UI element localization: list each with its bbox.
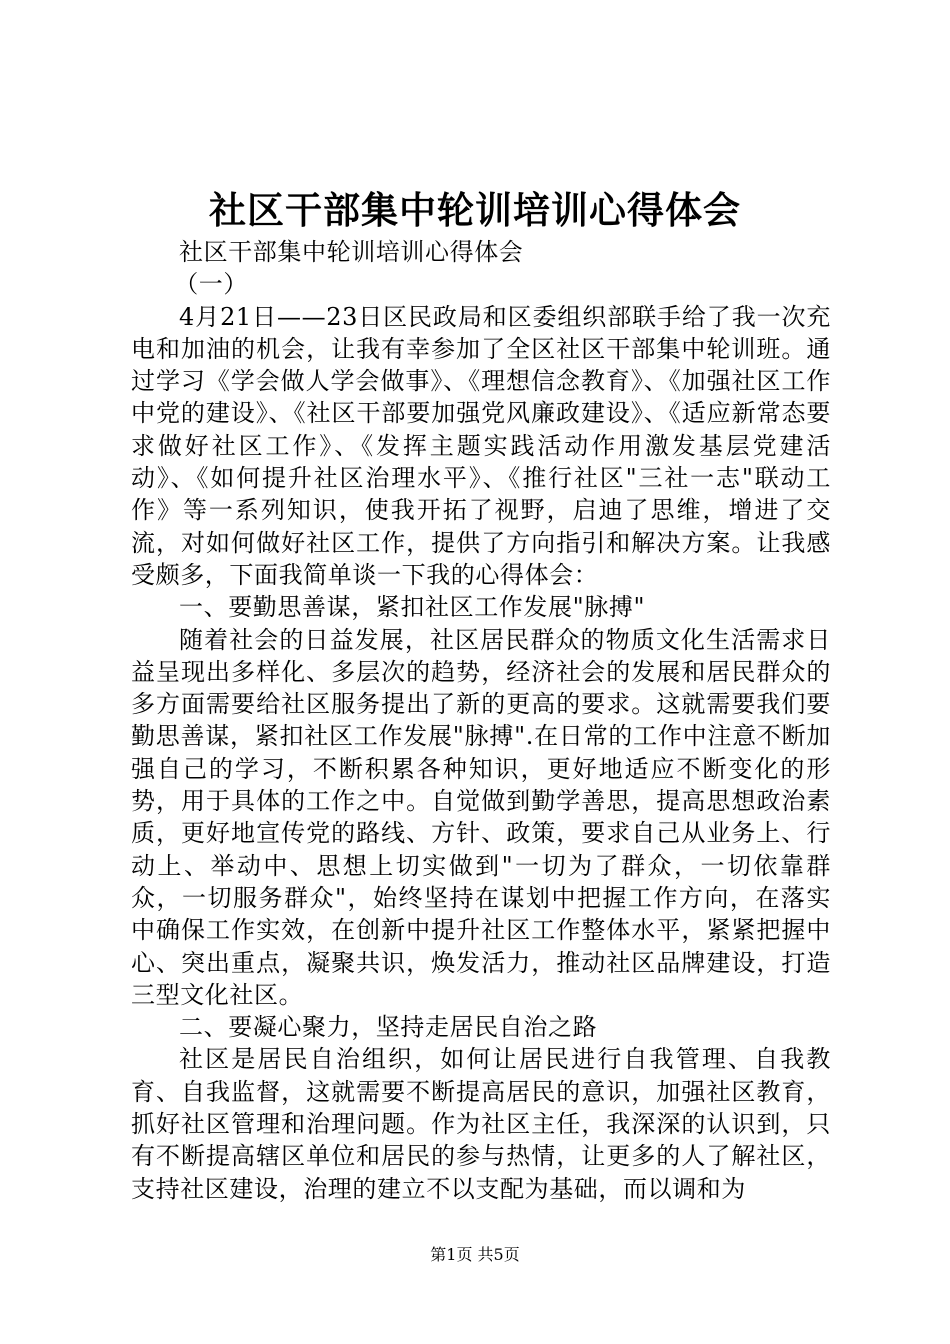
document-body [131, 236, 831, 1205]
section-1-paragraph: 随着社会的日益发展，社区居民群众的物质文化生活需求日益呈现出多样化、多层次的趋势，经济社会的发展和居民群众的多方面需要给社区服务提出了新的更高的要求。这就需要我们要勤思善谋，紧扣社区工作发展"脉搏".在日常的工作中注意不断加强自己的学习，不断积累各种知识，更好地适应不断变化的形势，用于具体的工作之中。自觉做到勤学善思，提高思想政治素质，更好地宣传党的路线、方针、政策，要求自己从业务上、行动上、举动中、思想上切实做到"一切为了群众，一切依靠群众，一切服务群众"，始终坚持在谋划中把握工作方向，在落实中确保工作实效，在创新中提升社区工作整体水平，紧紧把握中心、突出重点，凝聚共识，焕发活力，推动社区品牌建设，打造三型文化社区。 [131, 625, 831, 1009]
section-heading-2: 二、要凝心聚力，坚持走居民自治之路 [179, 1013, 598, 1042]
intro-paragraph: 4月21日——23日区民政局和区委组织部联手给了我一次充电和加油的机会，让我有幸参加了全区社区干部集中轮训班。通过学习《学会做人学会做事》、《理想信念教育》、《加强社区工作中党的建设》、《社区干部要加强党风廉政建设》、《适应新常态要求做好社区工作》、《发挥主题实践活动作用激发基层党建活动》、《如何提升社区治理水平》、《推行社区"三社一志"联动工作》等一系列知识，使我开拓了视野，启迪了思维，增进了交流，对如何做好社区工作，提供了方向指引和解决方案。让我感受颇多，下面我简单谈一下我的心得体会： [131, 302, 831, 589]
section-2-paragraph: 社区是居民自治组织，如何让居民进行自我管理、自我教育、自我监督，这就需要不断提高居民的意识，加强社区教育，抓好社区管理和治理问题。作为社区主任，我深深的认识到，只有不断提高辖区单位和居民的参与热情，让更多的人了解社区，支持社区建设，治理的建立不以支配为基础，而以调和为 [131, 1045, 831, 1203]
section-number: （一） [174, 270, 248, 299]
subtitle-paragraph: 社区干部集中轮训培训心得体会 [179, 238, 524, 266]
section-heading-1: 一、要勤思善谋，紧扣社区工作发展"脉搏" [179, 593, 646, 622]
page-footer: 第1页 共5页 [430, 1245, 520, 1264]
document-title: 社区干部集中轮训培训心得体会 [209, 188, 741, 232]
